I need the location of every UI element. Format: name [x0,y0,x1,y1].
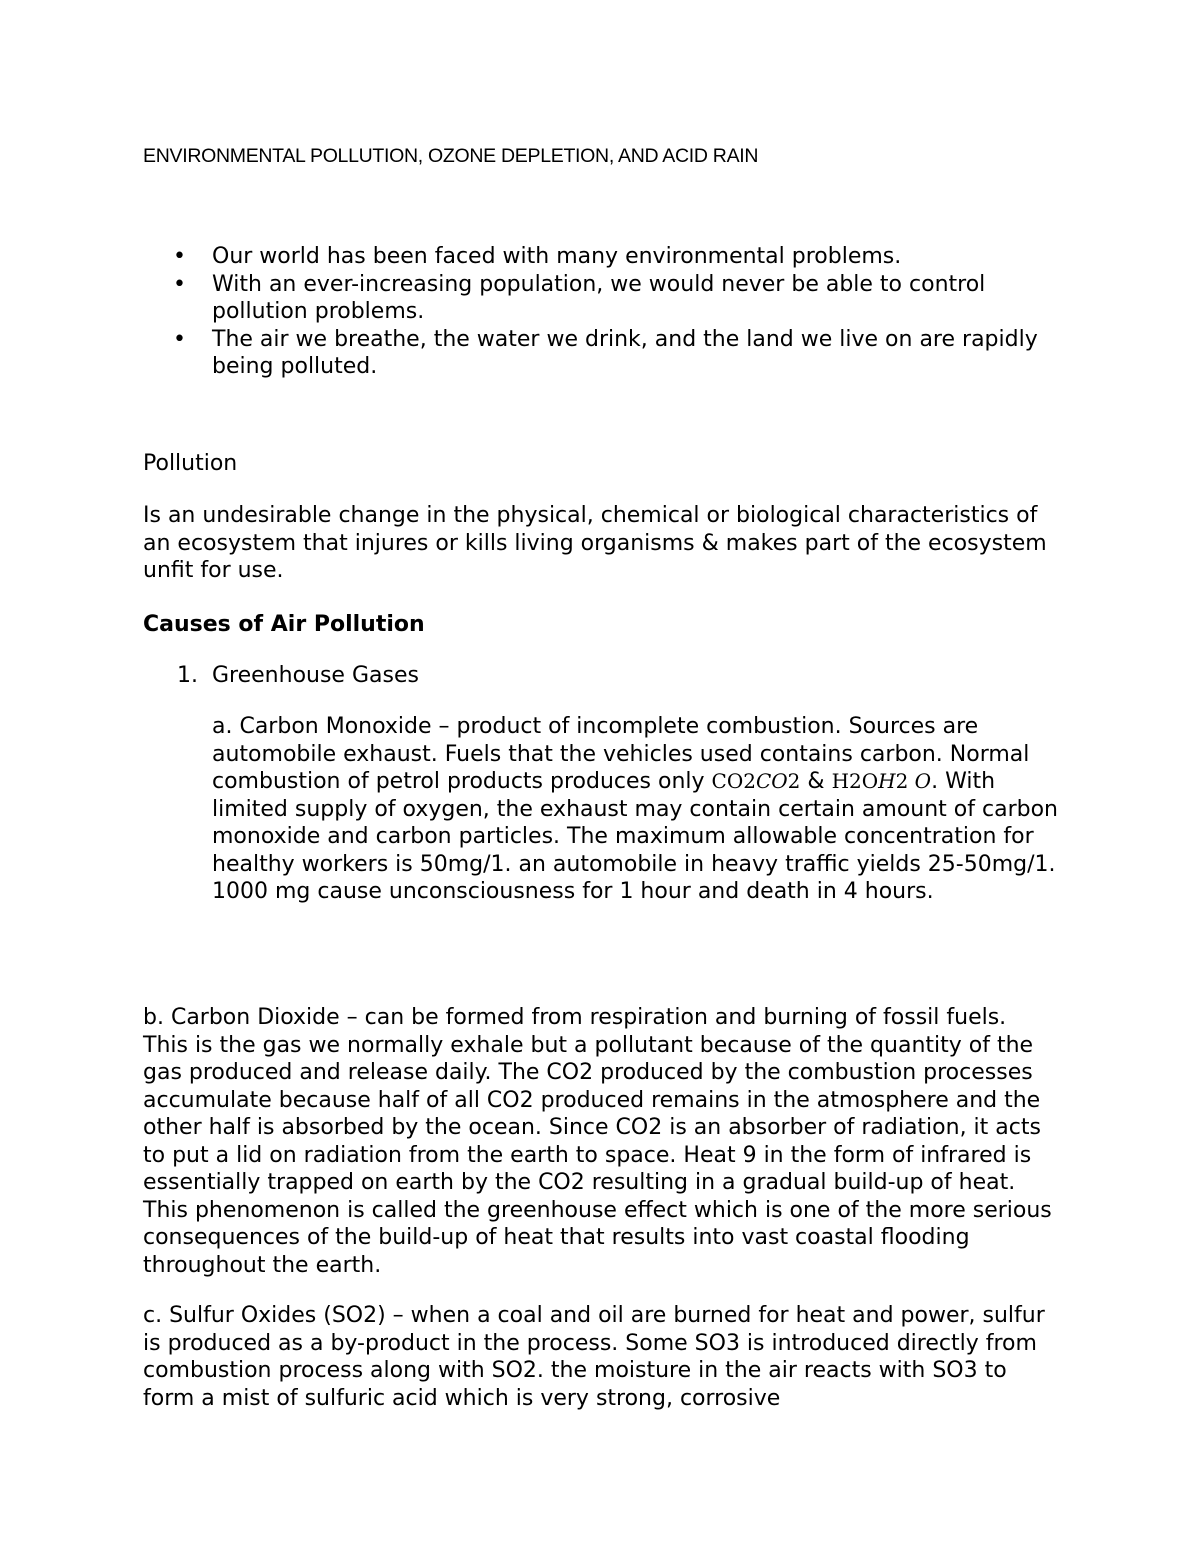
document-page [143,0,1058,1553]
list-item: • With an ever-increasing population, we would never be able to control pollution problems. [143,271,1058,326]
paragraph-carbon-dioxide: b. Carbon Dioxide – can be formed from respiration and burning of fossil fuels. This is the gas we normally exhale but a pollutant because of the quantity of the gas produced and release daily. The CO2 produced by the combustion processes accumulate because half of all CO2 produced remains in the atmosphere and the other half is absorbed by the ocean. Since CO2 is an absorber of radiation, it acts to put a lid on radiation from the earth to space. Heat 9 in the form of infrared is essentially trapped on earth by the CO2 resulting in a gradual build-up of heat. This phenomenon is called the greenhouse effect which is one of the more serious consequences of the build-up of heat that results into vast coastal flooding throughout the earth. [143,1005,1052,1278]
formula-co2: CO2CO2 [711,769,801,793]
paragraph-carbon-monoxide [212,713,1058,906]
list-item: • Our world has been faced with many environmental problems. [143,243,1058,271]
list-number: 1. [177,663,198,688]
numbered-item-greenhouse-gases [177,662,419,690]
list-label: Greenhouse Gases [212,663,419,688]
ampersand: & [800,769,832,794]
list-item: • The air we breathe, the water we drink, and the land we live on are rapidly being polluted. [143,326,1058,381]
paragraph-sulfur-oxides: c. Sulfur Oxides (SO2) – when a coal and oil are burned for heat and power, sulfur is produced as a by-product in the process. Some SO3 is introduced directly from combustion process along with SO2. the moisture in the air reacts with SO3 to form a mist of sulfuric acid which is very strong, corrosive [143,1303,1045,1411]
formula-h2o: H2OH2 O [831,769,932,793]
causes-heading: Causes of Air Pollution [143,612,425,637]
pollution-definition: Is an undesirable change in the physical, chemical or biological characteristics of an ecosystem that injures or kills living organisms & makes part of the ecosystem unfit for use. [143,503,1047,583]
carbon-monoxide-text-end: . With limited supply of oxygen, the exhaust may contain certain amount of carbon monoxide and carbon particles. The maximum allowable concentration for healthy workers is 50mg/1. an automobile in heavy traffic yields 25-50mg/1. 1000 mg cause unconsciousness for 1 hour and death in 4 hours. [212,769,1058,904]
intro-bullet-list [143,243,1058,381]
pollution-heading: Pollution [143,451,238,476]
document-title: ENVIRONMENTAL POLLUTION, OZONE DEPLETION, AND ACID RAIN [143,145,759,167]
carbon-monoxide-text-start: a. Carbon Monoxide – product of incomplete combustion. Sources are automobile exhaust. Fuels that the vehicles used contains carbon. Normal combustion of petrol products produces only [212,714,1030,794]
